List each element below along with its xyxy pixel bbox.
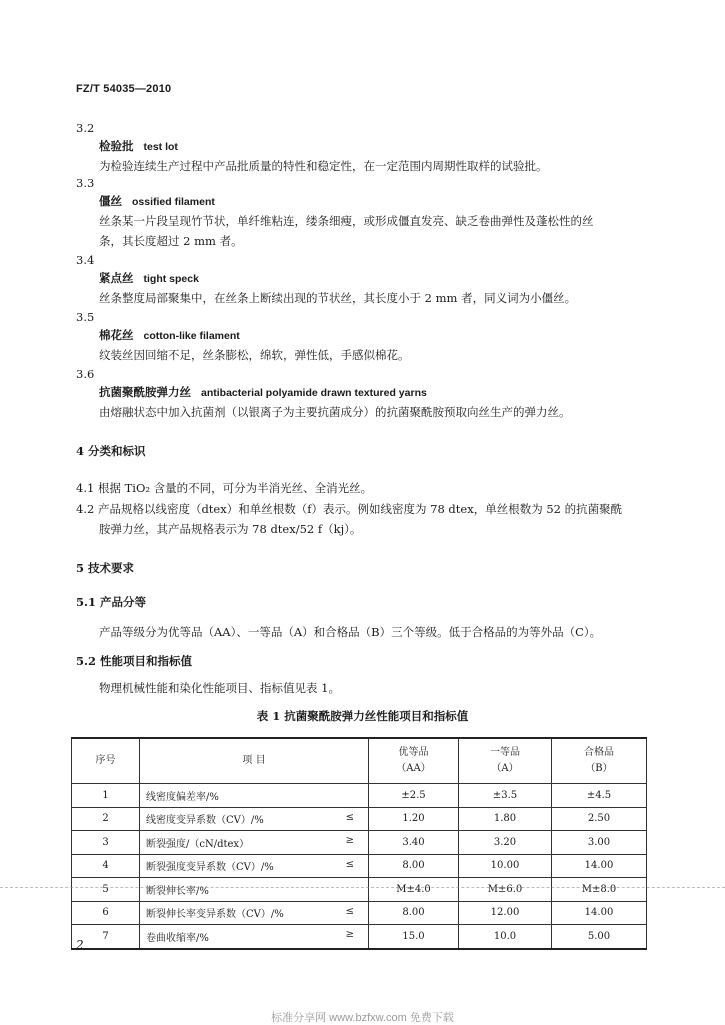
table-row [72, 831, 647, 855]
clause-5-2-text: 物理机械性能和染化性能项目、指标值见表 1。 [99, 681, 340, 695]
term-heading [99, 382, 427, 403]
cell-a: 12.00 [459, 901, 552, 925]
cell-b: 14.00 [552, 854, 647, 878]
header-grade-b [552, 738, 647, 784]
term-definition: 由熔融状态中加入抗菌剂（以银离子为主要抗菌成分）的抗菌聚酰胺预取向丝生产的弹力丝。 [99, 405, 571, 419]
cell-aa: 1.20 [369, 807, 459, 831]
term-heading [99, 136, 178, 157]
clause-4-1: 4.1 根据 TiO₂ 含量的不同，可分为半消光丝、全消光丝。 [76, 481, 373, 495]
term-en: antibacterial polyamide drawn textured yarns [201, 387, 427, 399]
clause-4-2-cont: 胺弹力丝，其产品规格表示为 78 dtex/52 f（kj）。 [99, 522, 362, 536]
grade-aa-label: 优等品 [398, 747, 429, 758]
table-header-row [72, 738, 647, 784]
cell-b: M±8.0 [552, 878, 647, 902]
cell-b: 2.50 [552, 807, 647, 831]
table-caption: 表 1 抗菌聚酰胺弹力丝性能项目和指标值 [256, 709, 469, 723]
term-definition: 丝条整度局部聚集中，在丝条上断续出现的节状丝，其长度小于 2 mm 者，同义词为小僵丝。 [99, 291, 577, 305]
cell-no: 1 [72, 784, 140, 808]
cell-aa: ±2.5 [369, 784, 459, 808]
clause-5-2-heading: 5.2 性能项目和指标值 [76, 654, 193, 668]
header-serial-no: 序号 [72, 738, 140, 784]
table-row [72, 925, 647, 949]
cell-no: 4 [72, 854, 140, 878]
term-en: ossified filament [132, 196, 215, 208]
comparison-symbol: ≤ [345, 858, 354, 870]
term-definition: 为检验连续生产过程中产品批质量的特性和稳定性，在一定范围内周期性取样的试验批。 [99, 159, 548, 173]
comparison-symbol: ≤ [345, 905, 354, 917]
cell-b: 5.00 [552, 925, 647, 949]
table-row [72, 901, 647, 925]
cell-b: ±4.5 [552, 784, 647, 808]
cell-item [140, 901, 369, 925]
term-en: tight speck [143, 273, 199, 285]
grade-b-code: （B） [585, 763, 613, 774]
cell-a: ±3.5 [459, 784, 552, 808]
watermark-footer: 标准分享网 www.bzfxw.com 免费下载 [271, 1012, 454, 1024]
term-heading [99, 325, 240, 346]
table-row [72, 854, 647, 878]
cell-aa: 8.00 [369, 901, 459, 925]
cell-b: 3.00 [552, 831, 647, 855]
item-text: 断裂强度/（cN/dtex） [146, 838, 250, 850]
table-row [72, 878, 647, 902]
cell-item [140, 784, 369, 808]
item-text: 断裂强度变异系数（CV）/% [146, 862, 274, 874]
section-4-heading: 4 分类和标识 [76, 444, 146, 458]
table-row [72, 807, 647, 831]
cell-item [140, 807, 369, 831]
clause-5-1-heading: 5.1 产品分等 [76, 595, 147, 609]
scan-artifact-line [0, 887, 725, 888]
term-zh: 检验批 [99, 139, 134, 153]
term-definition: 丝条某一片段呈现竹节状，单纤维粘连，缕条细瘦，或形成僵直发亮、缺乏卷曲弹性及蓬松性的丝 [99, 214, 594, 228]
term-zh: 抗菌聚酰胺弹力丝 [99, 385, 191, 399]
term-number: 3.2 [76, 121, 95, 135]
section-5-heading: 5 技术要求 [76, 561, 135, 575]
term-heading [99, 191, 215, 212]
cell-a: 1.80 [459, 807, 552, 831]
grade-b-label: 合格品 [584, 747, 614, 758]
item-text: 线密度变异系数（CV）/% [146, 815, 264, 827]
term-number: 3.4 [76, 253, 95, 267]
term-heading [99, 268, 199, 289]
header-item: 项 目 [140, 738, 369, 784]
comparison-symbol: ≤ [345, 811, 354, 823]
cell-no: 3 [72, 831, 140, 855]
table-row [72, 784, 647, 808]
properties-table [71, 737, 647, 950]
item-text: 线密度偏差率/% [146, 791, 219, 803]
cell-a: 3.20 [459, 831, 552, 855]
header-grade-a [459, 738, 552, 784]
clause-4-2: 4.2 产品规格以线密度（dtex）和单丝根数（f）表示。例如线密度为 78 dtex，单丝根数为 52 的抗菌聚酰 [76, 502, 623, 516]
cell-aa: 15.0 [369, 925, 459, 949]
term-en: cotton-like filament [143, 330, 240, 342]
cell-item [140, 854, 369, 878]
comparison-symbol: ≥ [345, 835, 354, 846]
cell-aa: 3.40 [369, 831, 459, 855]
standard-number-header: FZ/T 54035—2010 [76, 83, 172, 95]
cell-aa: 8.00 [369, 854, 459, 878]
term-zh: 僵丝 [99, 194, 122, 208]
comparison-symbol: ≥ [345, 929, 354, 940]
term-number: 3.3 [76, 176, 95, 190]
cell-item [140, 925, 369, 949]
item-text: 卷曲收缩率/% [146, 932, 209, 944]
item-text: 断裂伸长率/% [146, 885, 209, 897]
term-number: 3.5 [76, 310, 95, 324]
term-zh: 紧点丝 [99, 271, 134, 285]
cell-b: 14.00 [552, 901, 647, 925]
term-number: 3.6 [76, 367, 95, 381]
cell-a: M±6.0 [459, 878, 552, 902]
grade-a-code: （A） [491, 763, 519, 774]
cell-no: 7 [72, 925, 140, 949]
cell-aa: M±4.0 [369, 878, 459, 902]
term-zh: 棉花丝 [99, 328, 134, 342]
grade-a-label: 一等品 [490, 747, 520, 758]
term-en: test lot [143, 141, 178, 153]
clause-5-1-text: 产品等级分为优等品（AA）、一等品（A）和合格品（B）三个等级。低于合格品的为等外品（C）。 [99, 625, 602, 639]
cell-no: 2 [72, 807, 140, 831]
term-definition-cont: 条，其长度超过 2 mm 者。 [99, 234, 243, 248]
cell-no: 5 [72, 878, 140, 902]
cell-item [140, 878, 369, 902]
item-text: 断裂伸长率变异系数（CV）/% [146, 909, 284, 921]
term-definition: 纹装丝因回缩不足，丝条膨松，绵软，弹性低，手感似棉花。 [99, 348, 410, 362]
page-number: 2 [76, 938, 84, 952]
cell-no: 6 [72, 901, 140, 925]
cell-a: 10.00 [459, 854, 552, 878]
grade-aa-code: （AA） [396, 763, 431, 774]
cell-a: 10.0 [459, 925, 552, 949]
cell-item [140, 831, 369, 855]
header-grade-aa [369, 738, 459, 784]
